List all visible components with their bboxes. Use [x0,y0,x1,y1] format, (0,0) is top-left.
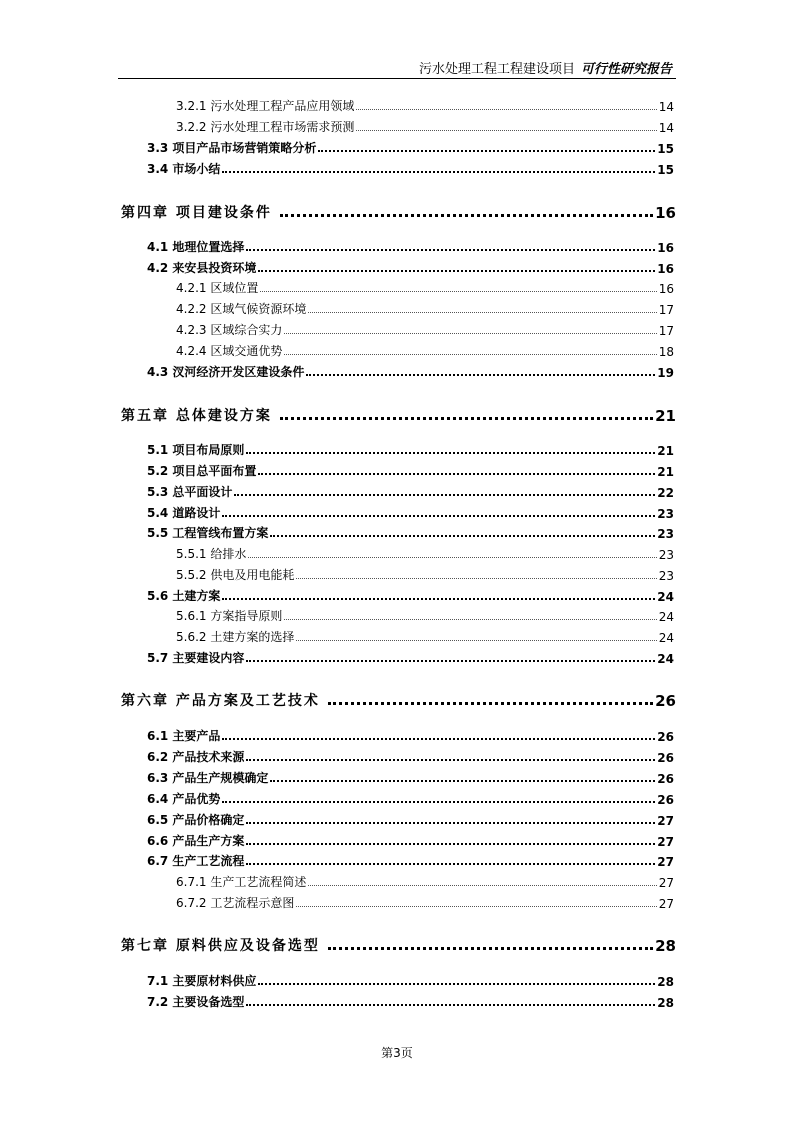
toc-entry-label: 5.5 工程管线布置方案 [147,526,269,540]
toc-entry-label: 第七章 原料供应及设备选型 [121,938,320,954]
toc-entry-label: 6.7.2 工艺流程示意图 [176,896,295,910]
dot-leader [284,619,656,620]
toc-section-entry[interactable] [147,832,674,849]
dot-leader [280,214,653,217]
toc-entry-label: 5.5.2 供电及用电能耗 [176,568,295,582]
toc-subsection-entry[interactable] [176,607,674,624]
dot-leader [246,822,655,824]
toc-section-entry[interactable] [147,587,674,604]
toc-entry-label: 4.2 来安县投资环境 [147,261,257,275]
toc-subsection-entry[interactable] [176,873,674,890]
toc-section-entry[interactable] [147,769,674,786]
toc-subsection-entry[interactable] [176,118,674,135]
dot-leader [296,578,656,579]
dot-leader [308,312,656,313]
dot-leader [222,738,655,740]
toc-entry-label: 第六章 产品方案及工艺技术 [121,693,320,709]
toc-entry-page-number: 26 [657,751,674,765]
toc-section-entry[interactable] [147,504,674,521]
dot-leader [246,1004,655,1006]
toc-entry-page-number: 17 [658,303,674,317]
toc-section-entry[interactable] [147,160,674,177]
toc-entry-label: 6.6 产品生产方案 [147,834,245,848]
toc-entry-label: 6.2 产品技术来源 [147,750,245,764]
dot-leader [246,452,655,454]
toc-entry-label: 5.7 主要建设内容 [147,651,245,665]
toc-entry-label: 5.2 项目总平面布置 [147,464,257,478]
toc-subsection-entry[interactable] [176,321,674,338]
toc-entry-page-number: 27 [657,855,674,869]
toc-entry-page-number: 27 [657,814,674,828]
toc-section-entry[interactable] [147,139,674,156]
toc-entry-label: 6.7 生产工艺流程 [147,854,245,868]
toc-entry-label: 3.4 市场小结 [147,162,221,176]
toc-section-entry[interactable] [147,811,674,828]
toc-entry-page-number: 24 [658,610,674,624]
toc-entry-label: 6.5 产品价格确定 [147,813,245,827]
dot-leader [246,249,655,251]
toc-entry-label: 4.2.3 区域综合实力 [176,323,283,337]
dot-leader [222,598,655,600]
toc-subsection-entry[interactable] [176,279,674,296]
toc-entry-page-number: 16 [655,204,676,222]
toc-entry-page-number: 26 [657,793,674,807]
toc-entry-label: 6.1 主要产品 [147,729,221,743]
toc-entry-label: 3.2.2 污水处理工程市场需求预测 [176,120,355,134]
dot-leader [222,515,655,517]
toc-entry-page-number: 23 [657,527,674,541]
toc-subsection-entry[interactable] [176,628,674,645]
page-header [118,52,676,79]
toc-entry-page-number: 19 [657,366,674,380]
toc-entry-page-number: 21 [657,465,674,479]
toc-entry-label: 5.6.1 方案指导原则 [176,609,283,623]
dot-leader [270,535,655,537]
dot-leader [222,171,655,173]
toc-section-entry[interactable] [147,483,674,500]
toc-entry-label: 4.2.4 区域交通优势 [176,344,283,358]
toc-entry-page-number: 21 [657,444,674,458]
dot-leader [318,150,655,152]
toc-section-entry[interactable] [147,649,674,666]
header-text [419,58,672,77]
toc-entry-page-number: 18 [658,345,674,359]
toc-chapter-entry[interactable] [121,935,676,955]
dot-leader [296,906,656,907]
dot-leader [234,494,655,496]
toc-entry-label: 6.3 产品生产规模确定 [147,771,269,785]
toc-section-entry[interactable] [147,238,674,255]
toc-section-entry[interactable] [147,363,674,380]
toc-section-entry[interactable] [147,524,674,541]
dot-leader [356,130,656,131]
toc-entry-page-number: 16 [657,241,674,255]
toc-entry-label: 4.2.1 区域位置 [176,281,259,295]
dot-leader [308,885,656,886]
toc-entry-page-number: 28 [657,996,674,1010]
toc-entry-page-number: 24 [658,631,674,645]
toc-section-entry[interactable] [147,993,674,1010]
dot-leader [284,354,656,355]
toc-entry-page-number: 27 [658,876,674,890]
dot-leader [258,983,655,985]
toc-section-entry[interactable] [147,259,674,276]
toc-entry-page-number: 16 [657,262,674,276]
toc-entry-page-number: 26 [657,730,674,744]
toc-entry-page-number: 15 [657,142,674,156]
toc-entry-page-number: 28 [655,937,676,955]
toc-entry-page-number: 22 [657,486,674,500]
toc-entry-label: 5.3 总平面设计 [147,485,233,499]
toc-section-entry[interactable] [147,748,674,765]
dot-leader [296,640,656,641]
toc-entry-page-number: 21 [655,407,676,425]
toc-entry-page-number: 24 [657,590,674,604]
toc-chapter-entry[interactable] [121,202,676,222]
dot-leader [280,417,653,420]
toc-entry-page-number: 24 [657,652,674,666]
toc-entry-label: 6.7.1 生产工艺流程简述 [176,875,307,889]
toc-entry-page-number: 14 [658,100,674,114]
dot-leader [260,291,656,292]
dot-leader [246,843,655,845]
toc-entry-page-number: 28 [657,975,674,989]
toc-entry-label: 7.2 主要设备选型 [147,995,245,1009]
toc-entry-page-number: 27 [657,835,674,849]
dot-leader [270,780,655,782]
toc-section-entry[interactable] [147,462,674,479]
dot-leader [258,270,655,272]
toc-entry-page-number: 16 [658,282,674,296]
toc-entry-page-number: 26 [655,692,676,710]
toc-entry-page-number: 26 [657,772,674,786]
dot-leader [328,702,653,705]
dot-leader [284,333,656,334]
dot-leader [246,759,655,761]
toc-entry-label: 6.4 产品优势 [147,792,221,806]
toc-entry-label: 4.3 汊河经济开发区建设条件 [147,365,305,379]
toc-entry-page-number: 14 [658,121,674,135]
dot-leader [356,109,656,110]
toc-chapter-entry[interactable] [121,405,676,425]
toc-entry-page-number: 27 [658,897,674,911]
toc-section-entry[interactable] [147,441,674,458]
header-project-name: 污水处理工程工程建设项目 [418,62,575,77]
dot-leader [246,863,655,865]
toc-entry-label: 3.2.1 污水处理工程产品应用领域 [176,99,355,113]
toc-entry-label: 5.5.1 给排水 [176,547,247,561]
toc-entry-label: 3.3 项目产品市场营销策略分析 [147,141,317,155]
toc-subsection-entry[interactable] [176,894,674,911]
dot-leader [258,473,655,475]
header-doc-title: 可行性研究报告 [580,62,672,77]
toc-subsection-entry[interactable] [176,566,674,583]
toc-entry-label: 4.1 地理位置选择 [147,240,245,254]
toc-section-entry[interactable] [147,790,674,807]
dot-leader [306,374,655,376]
toc-section-entry[interactable] [147,727,674,744]
toc-entry-page-number: 23 [658,548,674,562]
dot-leader [246,660,655,662]
toc-entry-page-number: 23 [657,507,674,521]
toc-subsection-entry[interactable] [176,545,674,562]
dot-leader [328,947,653,950]
toc-entry-page-number: 23 [658,569,674,583]
toc-entry-label: 5.6 土建方案 [147,589,221,603]
toc-entry-page-number: 15 [657,163,674,177]
toc-entry-label: 5.1 项目布局原则 [147,443,245,457]
toc-entry-label: 4.2.2 区域气候资源环境 [176,302,307,316]
toc-subsection-entry[interactable] [176,97,674,114]
toc-section-entry[interactable] [147,852,674,869]
toc-entry-label: 5.6.2 土建方案的选择 [176,630,295,644]
dot-leader [248,557,656,558]
toc-chapter-entry[interactable] [121,690,676,710]
dot-leader [222,801,655,803]
toc-entry-page-number: 17 [658,324,674,338]
toc-subsection-entry[interactable] [176,342,674,359]
toc-subsection-entry[interactable] [176,300,674,317]
toc-entry-label: 7.1 主要原材料供应 [147,974,257,988]
toc-entry-label: 5.4 道路设计 [147,506,221,520]
toc-entry-label: 第四章 项目建设条件 [121,205,272,221]
page-number: 第3页 [381,1046,413,1060]
toc-entry-label: 第五章 总体建设方案 [121,408,272,424]
toc-section-entry[interactable] [147,972,674,989]
